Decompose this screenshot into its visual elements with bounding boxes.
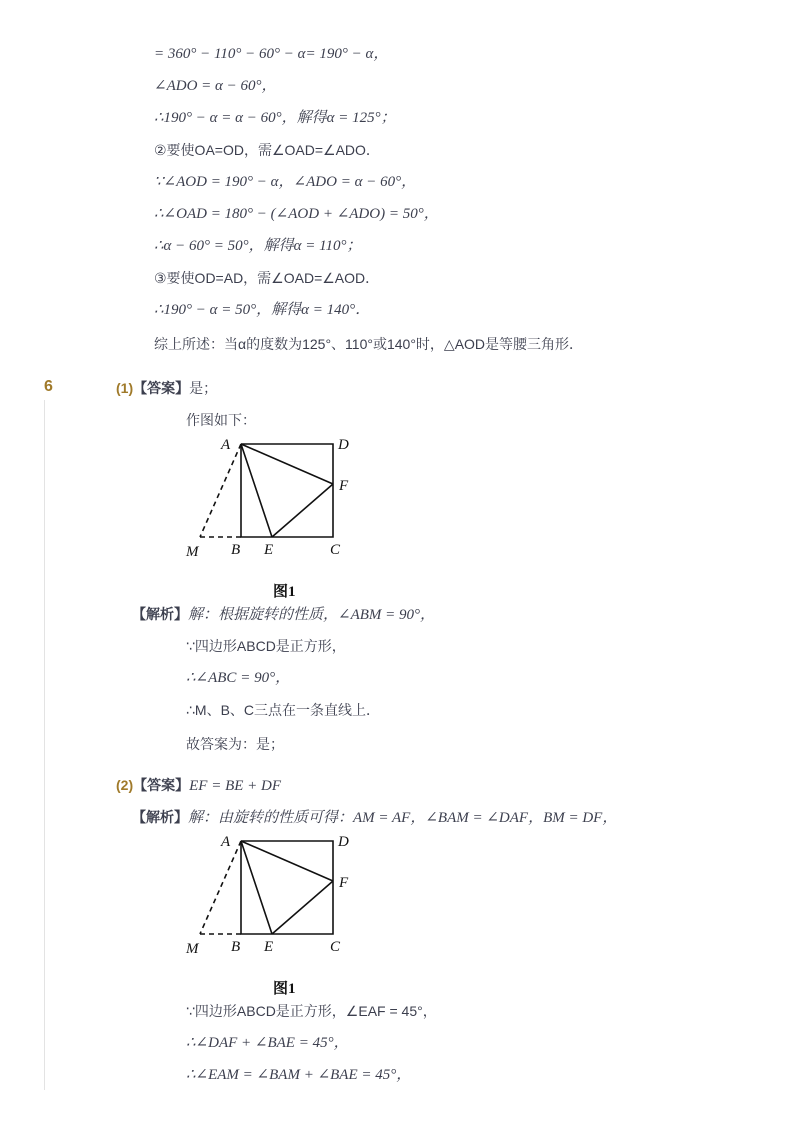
label-B: B [231,542,241,558]
part1-analysis-4: ∴M、B、C三点在一条直线上． [186,702,381,718]
label-C: C [330,939,341,955]
label-A: A [221,834,231,850]
solution-line-5: ∵∠AOD = 190° − α，∠ADO = α − 60°， [154,174,417,190]
solution-line-3: ∴190° − α = α − 60°，解得α = 125°； [154,110,396,126]
part1-answer: 是； [189,380,218,396]
part1-analysis-1: 解：根据旋转的性质，∠ABM = 90°， [188,607,436,623]
left-divider [44,400,45,1090]
part1-analysis-2: ∵四边形ABCD是正方形， [186,638,346,654]
label-M: M [186,544,199,560]
label-D: D [338,834,349,850]
part1-analysis-row [132,604,435,625]
solution-conclusion: 综上所述：当α的度数为125°、110°或140°时，△AOD是等腰三角形． [154,336,584,352]
solution-line-8: ③要使OD=AD，需∠OAD=∠AOD． [154,270,380,286]
part2-analysis-2: ∵四边形ABCD是正方形，∠EAF = 45°， [186,1003,437,1019]
label-E: E [264,939,274,955]
part2-analysis-1: 解：由旋转的性质可得：AM = AF，∠BAM = ∠DAF，BM = DF， [188,810,618,826]
part1-answer-tag: 【答案】 [133,380,190,396]
figure-1-caption-repeat: 图1 [273,981,296,997]
question-number: 6 [44,378,53,395]
solution-line-6: ∴∠OAD = 180° − (∠AOD + ∠ADO) = 50°， [154,206,439,222]
part2-analysis-4: ∴∠EAM = ∠BAM + ∠BAE = 45°， [186,1067,412,1083]
figure-1-diagram-repeat [184,829,359,959]
part2-answer: EF = BE + DF [189,778,282,794]
draw-note: 作图如下： [186,412,256,428]
solution-line-9: ∴190° − α = 50°，解得α = 140°． [154,302,371,318]
part2-analysis-3: ∴∠DAF + ∠BAE = 45°， [186,1035,349,1051]
label-F: F [339,875,349,891]
label-F: F [339,478,349,494]
part1-analysis-3: ∴∠ABC = 90°， [186,670,291,686]
figure-1-caption: 图1 [273,584,296,600]
figure-1-diagram [184,432,359,562]
solution-line-4: ②要使OA=OD，需∠OAD=∠ADO． [154,142,380,158]
part1-analysis-5: 故答案为：是； [186,736,284,752]
part2-analysis-tag: 【解析】 [132,809,188,825]
part2-answer-row [116,775,281,796]
solution-line-7: ∴α − 60° = 50°，解得α = 110°； [154,238,362,254]
label-E: E [264,542,274,558]
label-A: A [221,437,231,453]
part2-label: (2) [116,777,134,793]
part2-analysis-row [132,807,617,828]
solution-line-1: = 360° − 110° − 60° − α= 190° − α， [154,46,389,62]
part1-analysis-tag: 【解析】 [132,606,188,622]
label-B: B [231,939,241,955]
part1-label: (1) [116,380,134,396]
label-D: D [338,437,349,453]
part1-answer-row [116,378,217,398]
part2-answer-tag: 【答案】 [133,777,190,793]
solution-line-2: ∠ADO = α − 60°， [154,78,277,94]
label-M: M [186,941,199,957]
label-C: C [330,542,341,558]
